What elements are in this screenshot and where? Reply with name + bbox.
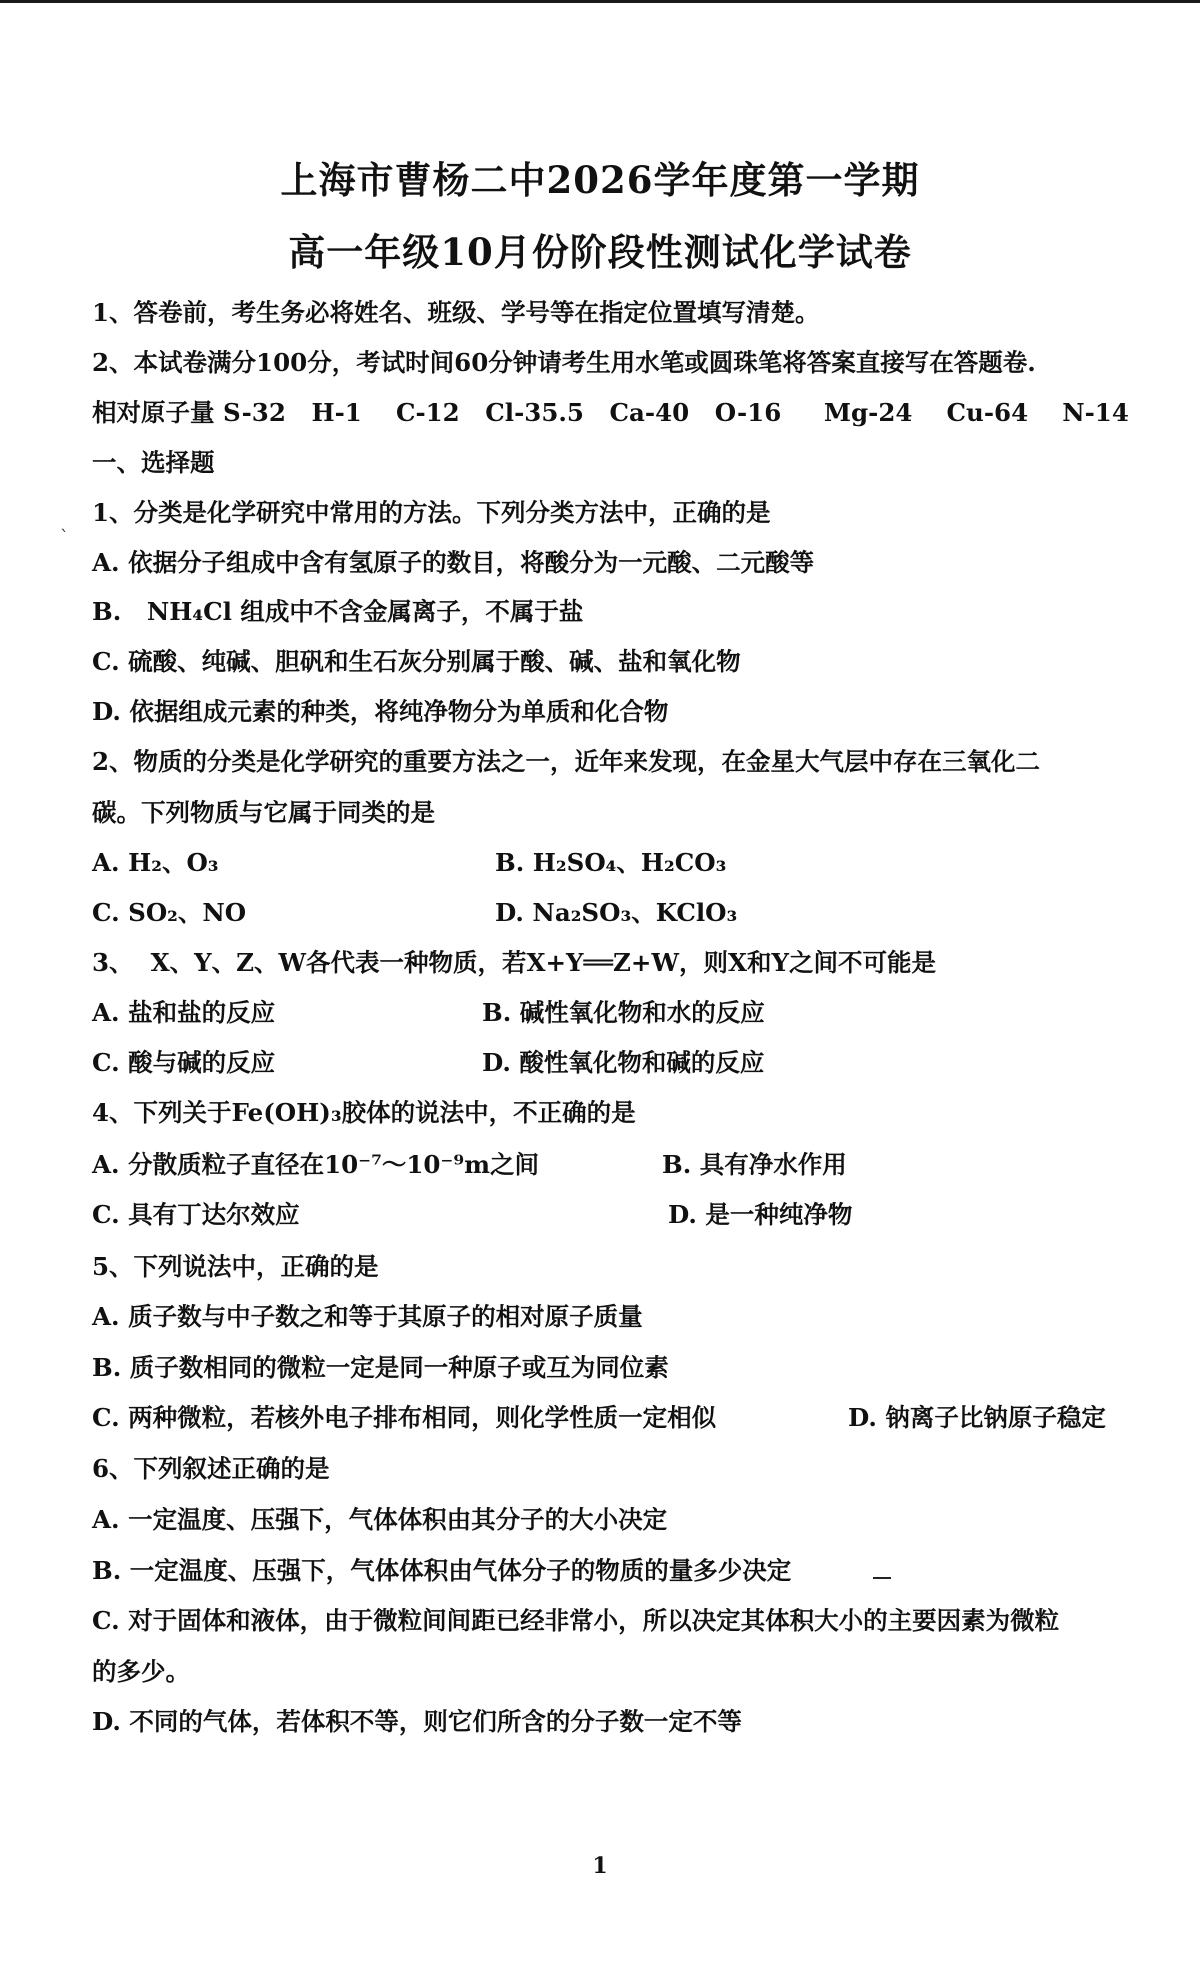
answer-blank-mark [873, 1577, 891, 1579]
exam-title-line1: 上海市曹杨二中2026学年度第一学期 [280, 158, 920, 202]
q2-option-b: B. H₂SO₄、H₂CO₃ [495, 848, 727, 877]
q2-stem-line2: 碳。下列物质与它属于同类的是 [92, 798, 435, 827]
q5-option-a: A. 质子数与中子数之和等于其原子的相对原子质量 [92, 1302, 643, 1331]
q4-option-b: B. 具有净水作用 [662, 1150, 847, 1179]
q4-stem: 4、下列关于Fe(OH)₃胶体的说法中，不正确的是 [92, 1098, 636, 1127]
q3-option-a: A. 盐和盐的反应 [92, 998, 276, 1027]
q3-option-b: B. 碱性氧化物和水的反应 [482, 998, 765, 1027]
q1-option-b: B. NH₄Cl 组成中不含金属离子，不属于盐 [92, 597, 584, 626]
stray-mark: ` [60, 527, 69, 548]
q6-stem: 6、下列叙述正确的是 [92, 1454, 330, 1483]
q3-option-c: C. 酸与碱的反应 [92, 1048, 276, 1077]
q6-option-b: B. 一定温度、压强下，气体体积由气体分子的物质的量多少决定 [92, 1556, 792, 1585]
q4-option-c: C. 具有丁达尔效应 [92, 1200, 300, 1229]
q1-option-a: A. 依据分子组成中含有氢原子的数目，将酸分为一元酸、二元酸等 [92, 548, 815, 577]
q5-option-d: D. 钠离子比钠原子稳定 [848, 1403, 1106, 1432]
q3-option-d: D. 酸性氧化物和碱的反应 [482, 1048, 765, 1077]
q2-option-a: A. H₂、O₃ [92, 848, 219, 877]
q4-option-a: A. 分散质粒子直径在10⁻⁷～10⁻⁹m之间 [92, 1150, 540, 1179]
q6-option-d: D. 不同的气体，若体积不等，则它们所含的分子数一定不等 [92, 1707, 742, 1736]
q3-stem: 3、 X、Y、Z、W各代表一种物质，若X+Y══Z+W，则X和Y之间不可能是 [92, 948, 936, 977]
q6-option-c-line2: 的多少。 [92, 1657, 190, 1686]
exam-title-line2: 高一年级10月份阶段性测试化学试卷 [288, 230, 912, 274]
section-heading: 一、选择题 [92, 448, 215, 477]
q4-option-d: D. 是一种纯净物 [668, 1200, 853, 1229]
q5-option-c: C. 两种微粒，若核外电子排布相同，则化学性质一定相似 [92, 1403, 717, 1432]
page-number: 1 [592, 1853, 608, 1879]
note-2: 2、本试卷满分100分，考试时间60分钟请考生用水笔或圆珠笔将答案直接写在答题卷. [92, 348, 1036, 377]
q1-option-d: D. 依据组成元素的种类，将纯净物分为单质和化合物 [92, 697, 669, 726]
q2-option-c: C. SO₂、NO [92, 898, 247, 927]
q2-option-d: D. Na₂SO₃、KClO₃ [495, 898, 738, 927]
q6-option-a: A. 一定温度、压强下，气体体积由其分子的大小决定 [92, 1505, 668, 1534]
q1-option-c: C. 硫酸、纯碱、胆矾和生石灰分别属于酸、碱、盐和氧化物 [92, 647, 741, 676]
q6-option-c-line1: C. 对于固体和液体，由于微粒间间距已经非常小，所以决定其体积大小的主要因素为微粒 [92, 1606, 1060, 1635]
atomic-mass-list: 相对原子量 S-32 H-1 C-12 Cl-35.5 Ca-40 O-16 Mg-24 Cu-64 N-14 [92, 398, 1129, 427]
note-1: 1、答卷前，考生务必将姓名、班级、学号等在指定位置填写清楚。 [92, 298, 820, 327]
q5-option-b: B. 质子数相同的微粒一定是同一种原子或互为同位素 [92, 1353, 669, 1382]
q2-stem-line1: 2、物质的分类是化学研究的重要方法之一，近年来发现，在金星大气层中存在三氧化二 [92, 747, 1041, 776]
q5-stem: 5、下列说法中，正确的是 [92, 1252, 379, 1281]
q1-stem: 1、分类是化学研究中常用的方法。下列分类方法中，正确的是 [92, 498, 771, 527]
